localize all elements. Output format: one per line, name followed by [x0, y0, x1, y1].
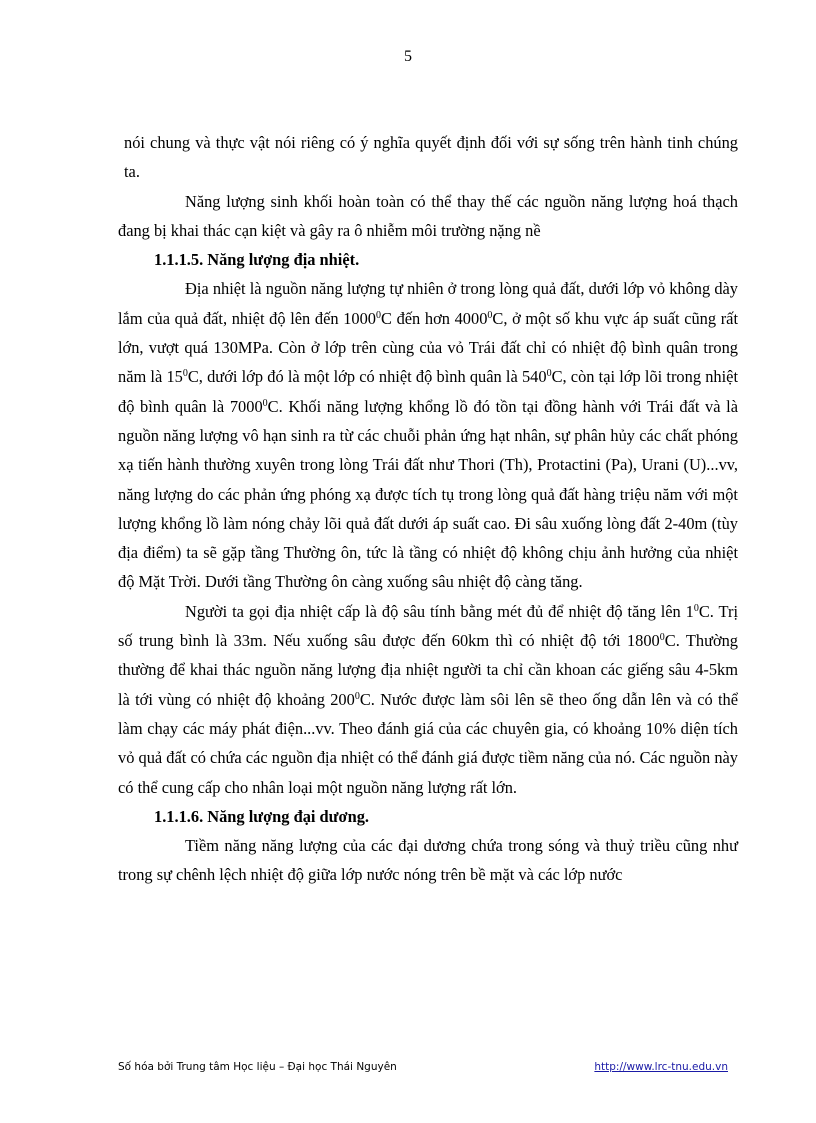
degree-superscript: 0 [693, 602, 699, 614]
degree-superscript: 0 [659, 632, 665, 644]
degree-superscript: 0 [487, 309, 493, 321]
section-heading-ocean: 1.1.1.6. Năng lượng đại dương. [154, 806, 369, 826]
paragraph-continuation: nói chung và thực vật nói riêng có ý nghĩa quyết định đối với sự sống trên hành tinh chúng ta. [124, 133, 738, 182]
footer-link[interactable]: http://www.lrc-tnu.edu.vn [594, 1061, 728, 1073]
text-run: C. Khối năng lượng khổng lồ đó tồn tại đồng hành với Trái đất và là nguồn năng lượng vô hạn sinh ra từ các chuỗi phản ứng hạt nhân, sự phân hủy các chất phóng xạ tiến hành thường xuyên trong lòng Trái đất như Thori (Th), Protactini (Pa), Urani (U)...vv, năng lượng do các phản ứng phóng xạ được tích tụ trong lòng quả đất hàng triệu năm với một lượng khổng lồ làm nóng chảy lõi quả đất dưới áp suất cao. Đi sâu xuống lòng đất 2-40m (tùy địa điểm) ta sẽ gặp tầng Thường ôn, tức là tầng có nhiệt độ không chịu ảnh hưởng của nhiệt độ Mặt Trời. Dưới tầng Thường ôn càng xuống sâu nhiệt độ càng tăng. [118, 396, 738, 592]
text-run: C, dưới lớp đó là một lớp có nhiệt độ bình quân là 540 [187, 367, 547, 387]
page-footer [118, 1061, 728, 1073]
text-run: C. Trị số trung bình là 33m. Nếu xuống sâu được đến 60km thì có nhiệt độ tới 1800 [118, 601, 738, 651]
paragraph-geothermal-gradient [118, 597, 738, 802]
text-run: C. Thường thường để khai thác nguồn năng lượng địa nhiệt người ta chỉ cần khoan các giếng sâu 4-5km là tới vùng có nhiệt độ khoảng 200 [118, 631, 739, 709]
text-run: Địa nhiệt là nguồn năng lượng tự nhiên ở trong lòng quả đất, dưới lớp vỏ không dày lắm của quả đất, nhiệt độ lên đến 1000 [118, 279, 738, 328]
page-number: 5 [404, 48, 412, 65]
text-run: C, còn tại lớp lõi trong nhiệt độ bình quân là 7000 [118, 367, 739, 416]
paragraph-biomass: Năng lượng sinh khối hoàn toàn có thể thay thế các nguồn năng lượng hoá thạch đang bị khai thác cạn kiệt và gây ra ô nhiễm môi trường nặng nề [118, 191, 738, 240]
degree-superscript: 0 [354, 690, 360, 702]
degree-superscript: 0 [182, 368, 188, 380]
page-body [118, 128, 738, 890]
paragraph-geothermal [118, 274, 738, 596]
degree-superscript: 0 [546, 368, 552, 380]
text-run: C. Nước được làm sôi lên sẽ theo ống dẫn lên và có thể làm chạy các máy phát điện...vv. Theo đánh giá của các chuyên gia, có khoảng 10% diện tích vỏ quả đất có chứa các nguồn địa nhiệt có thể đánh giá được tiềm năng của nó. Các nguồn này có thể cung cấp cho nhân loại một nguồn năng lượng rất lớn. [118, 689, 738, 797]
paragraph-ocean: Tiềm năng năng lượng của các đại dương chứa trong sóng và thuỷ triều cũng như trong sự chênh lệch nhiệt độ giữa lớp nước nóng trên bề mặt và các lớp nước [118, 836, 738, 885]
degree-superscript: 0 [262, 397, 268, 409]
text-run: Người ta gọi địa nhiệt cấp là độ sâu tính bằng mét đủ để nhiệt độ tăng lên 1 [185, 601, 694, 621]
footer-source: Số hóa bởi Trung tâm Học liệu – Đại học Thái Nguyên [118, 1061, 397, 1073]
degree-superscript: 0 [375, 309, 381, 321]
text-run: C, ở một số khu vực áp suất cũng rất lớn, vượt quá 130MPa. Còn ở lớp trên cùng của vỏ Trái đất chỉ có nhiệt độ bình quân trong năm là 15 [118, 308, 739, 387]
section-heading-geothermal: 1.1.1.5. Năng lượng địa nhiệt. [154, 250, 360, 270]
text-run: C đến hơn 4000 [380, 308, 488, 328]
